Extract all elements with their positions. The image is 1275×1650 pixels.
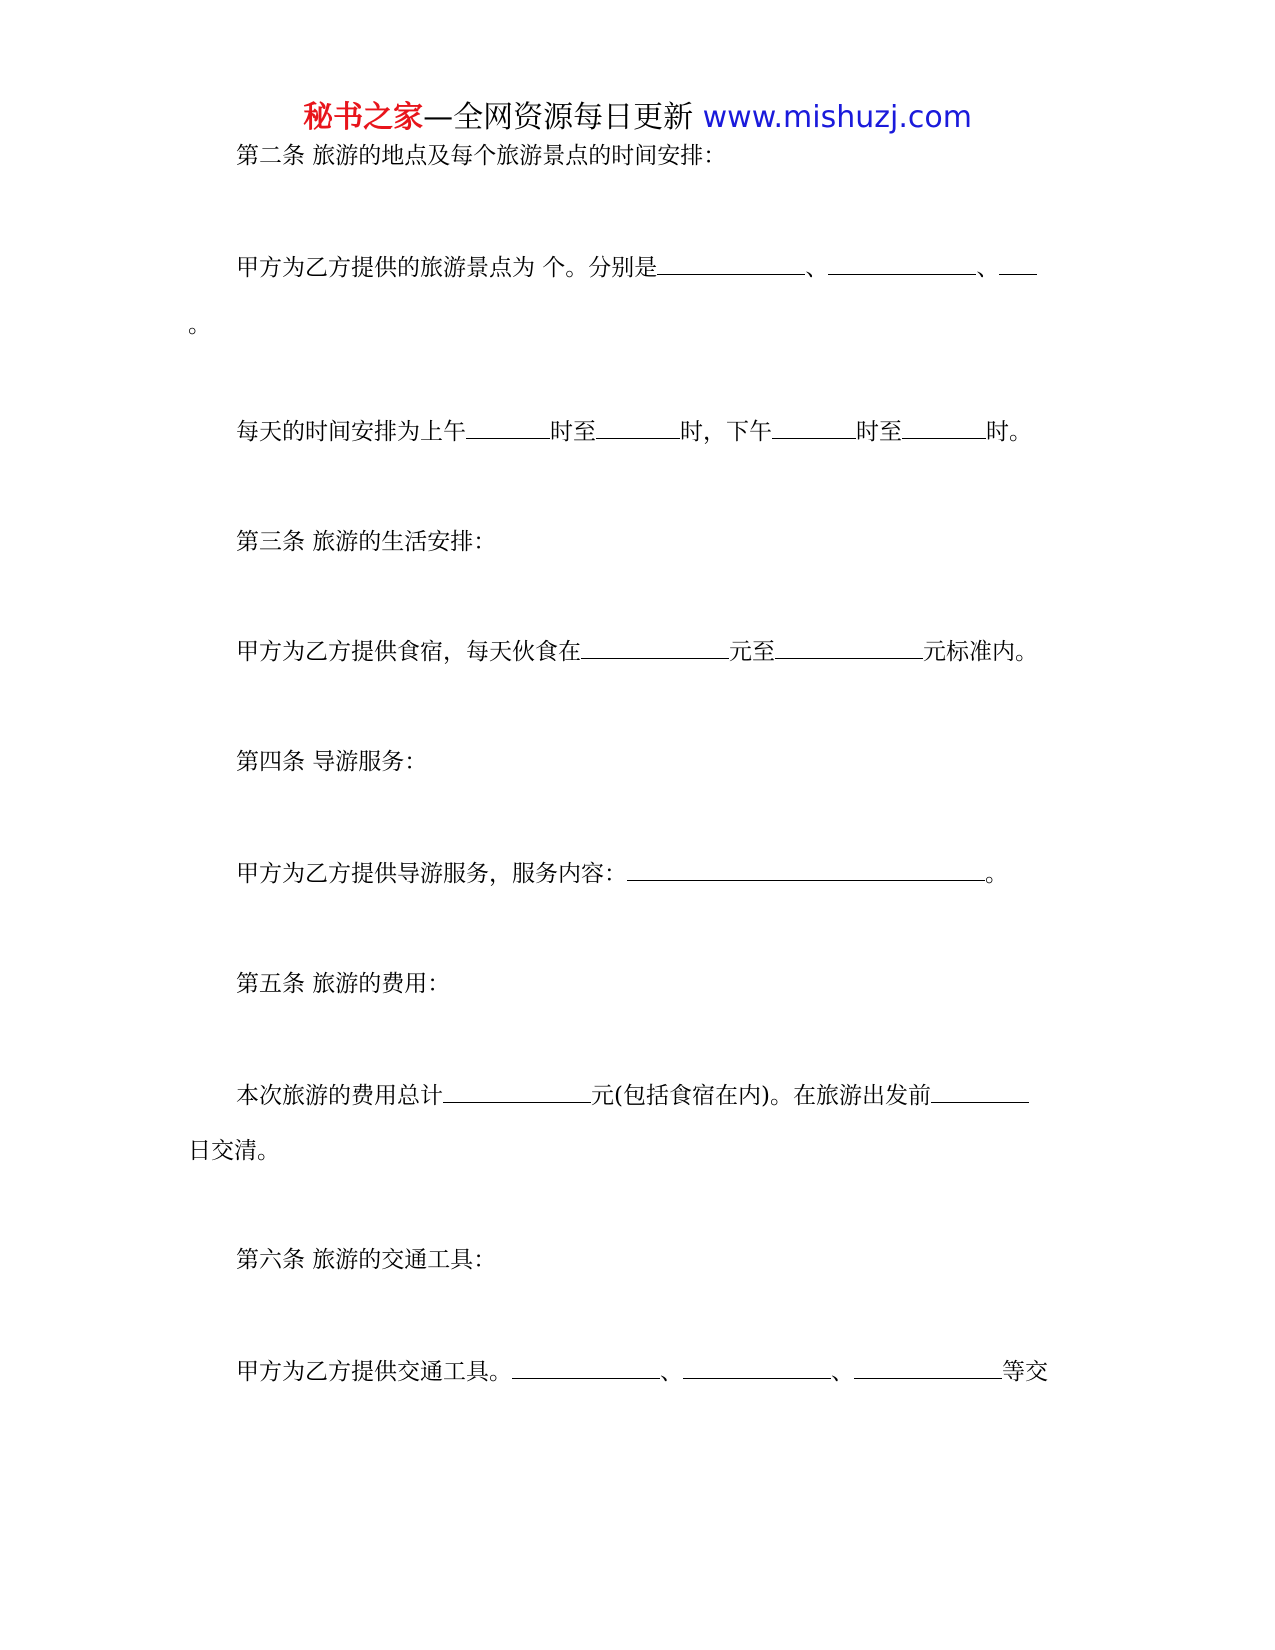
separator: 、 — [660, 1359, 683, 1385]
article-2-paragraph-1-end: 。 — [188, 312, 211, 338]
article-2-title: 第二条 旅游的地点及每个旅游景点的时间安排： — [236, 143, 727, 169]
article-2-paragraph-1 — [236, 252, 1037, 284]
fill-blank[interactable] — [931, 1080, 1029, 1103]
fill-blank[interactable] — [902, 416, 986, 439]
text-segment: 时。 — [986, 419, 1032, 445]
text-segment: 本次旅游的费用总计 — [236, 1083, 443, 1109]
fill-blank[interactable] — [657, 252, 805, 275]
article-5-title: 第五条 旅游的费用： — [236, 971, 451, 997]
text-segment: 甲方为乙方提供食宿，每天伙食在 — [236, 639, 581, 665]
text-segment: 时至 — [856, 419, 902, 445]
text-segment: 每天的时间安排为上午 — [236, 419, 466, 445]
fill-blank[interactable] — [581, 636, 729, 659]
fill-blank[interactable] — [999, 252, 1037, 275]
fill-blank[interactable] — [443, 1080, 591, 1103]
separator: 、 — [831, 1359, 854, 1385]
fill-blank[interactable] — [512, 1356, 660, 1379]
article-4-paragraph-1 — [236, 858, 1008, 890]
site-header-banner — [0, 98, 1275, 138]
fill-blank[interactable] — [854, 1356, 1002, 1379]
article-6-paragraph-1 — [236, 1356, 1048, 1388]
article-5-paragraph-1 — [236, 1080, 1029, 1112]
text-segment: 元标准内。 — [923, 639, 1038, 665]
text-segment: 元至 — [729, 639, 775, 665]
text-segment: 甲方为乙方提供的旅游景点为 个。分别是 — [236, 255, 658, 281]
fill-blank[interactable] — [466, 416, 550, 439]
article-3-title: 第三条 旅游的生活安排： — [236, 529, 497, 555]
article-4-title: 第四条 导游服务： — [236, 749, 428, 775]
article-6-title: 第六条 旅游的交通工具： — [236, 1247, 497, 1273]
text-segment: 等交 — [1002, 1359, 1048, 1385]
fill-blank[interactable] — [627, 858, 985, 881]
text-segment: 元(包括食宿在内)。在旅游出发前 — [591, 1083, 931, 1109]
brand-name: 秘书之家 — [303, 100, 424, 135]
text-segment: 甲方为乙方提供交通工具。 — [236, 1359, 512, 1385]
separator: 、 — [976, 255, 1000, 281]
article-2-paragraph-2 — [236, 416, 1032, 448]
text-segment: 。 — [985, 861, 1008, 887]
article-5-paragraph-1-end: 日交清。 — [188, 1138, 280, 1164]
fill-blank[interactable] — [828, 252, 976, 275]
text-segment: 甲方为乙方提供导游服务，服务内容： — [236, 861, 627, 887]
fill-blank[interactable] — [775, 636, 923, 659]
separator: 、 — [805, 255, 829, 281]
fill-blank[interactable] — [772, 416, 856, 439]
header-slogan: —全网资源每日更新 — [423, 100, 703, 135]
fill-blank[interactable] — [683, 1356, 831, 1379]
fill-blank[interactable] — [596, 416, 680, 439]
text-segment: 时，下午 — [680, 419, 772, 445]
text-segment: 时至 — [550, 419, 596, 445]
article-3-paragraph-1 — [236, 636, 1038, 668]
site-url-link[interactable]: www.mishuzj.com — [702, 100, 972, 135]
